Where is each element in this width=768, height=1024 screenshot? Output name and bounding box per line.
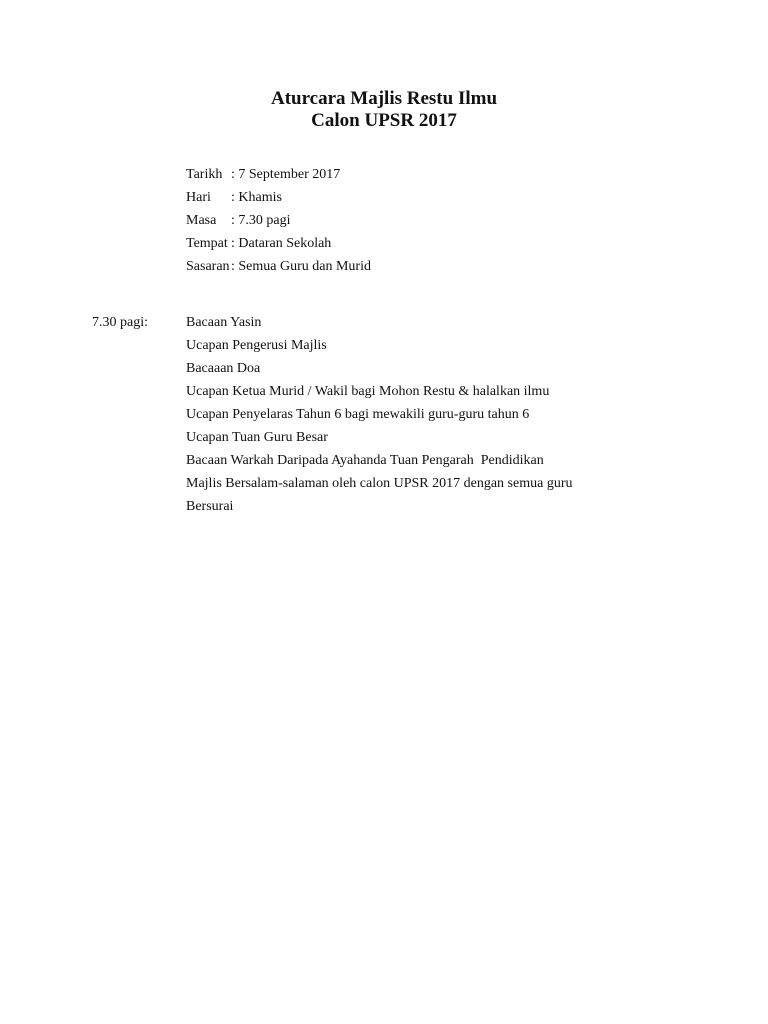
detail-row-tarikh (186, 163, 371, 186)
detail-label-tempat: Tempat (186, 236, 228, 251)
schedule-time: 7.30 pagi: (92, 315, 148, 330)
detail-value-tempat: : Dataran Sekolah (231, 236, 332, 251)
detail-label-masa: Masa (186, 213, 217, 228)
schedule-item-8: Majlis Bersalam-salaman oleh calon UPSR 2017 dengan semua guru (186, 476, 573, 491)
detail-label-hari: Hari (186, 190, 211, 205)
schedule-item-6: Ucapan Tuan Guru Besar (186, 430, 328, 445)
document-heading (0, 88, 768, 132)
schedule-item-1: Bacaan Yasin (186, 315, 262, 330)
schedule-item-7: Bacaan Warkah Daripada Ayahanda Tuan Pengarah Pendidikan (186, 453, 544, 468)
schedule-item-9: Bersurai (186, 499, 234, 514)
detail-value-tarikh: : 7 September 2017 (231, 167, 341, 182)
event-details (186, 163, 371, 278)
schedule-item-2: Ucapan Pengerusi Majlis (186, 338, 327, 353)
detail-row-sasaran (186, 255, 371, 278)
document-title: Aturcara Majlis Restu Ilmu (270, 88, 498, 109)
detail-row-masa (186, 209, 371, 232)
detail-row-tempat (186, 232, 371, 255)
schedule-item-5: Ucapan Penyelaras Tahun 6 bagi mewakili guru-guru tahun 6 (186, 407, 530, 422)
detail-label-sasaran: Sasaran (186, 259, 230, 274)
schedule-item-4: Ucapan Ketua Murid / Wakil bagi Mohon Restu & halalkan ilmu (186, 384, 550, 399)
document-subtitle: Calon UPSR 2017 (311, 110, 457, 131)
detail-value-hari: : Khamis (231, 190, 282, 205)
detail-row-hari (186, 186, 371, 209)
detail-value-masa: : 7.30 pagi (231, 213, 291, 228)
detail-value-sasaran: : Semua Guru dan Murid (231, 259, 371, 274)
schedule-list (186, 311, 572, 518)
schedule-item-3: Bacaaan Doa (186, 361, 261, 376)
detail-label-tarikh: Tarikh (186, 167, 223, 182)
